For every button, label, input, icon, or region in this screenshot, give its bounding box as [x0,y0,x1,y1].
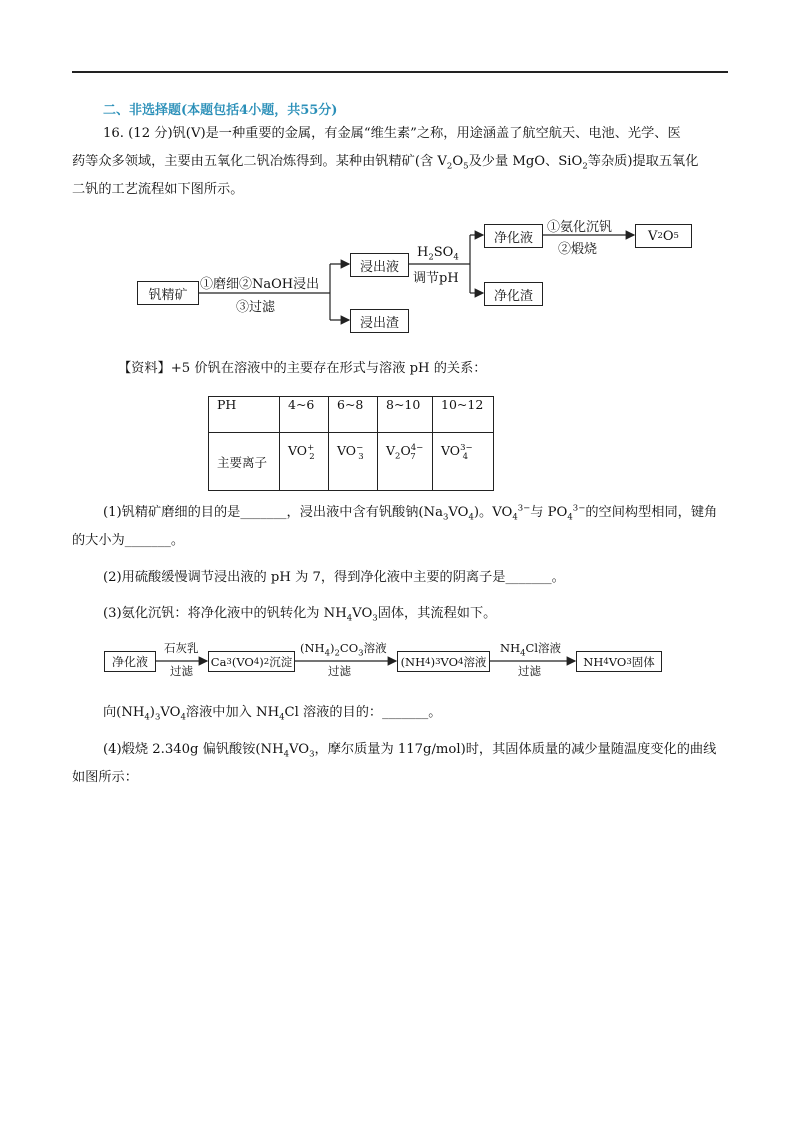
question-1-line1: (1)钒精矿磨细的目的是_______，浸出液中含有钒酸钠$(Na_3VO_4)$。$VO_4^{3-}$与 $PO_4^{3-}$的空间构型相同，键角 [103,503,718,523]
label-acid-bottom: 调节pH [413,271,459,286]
table-ion: $VO^+_2$ [280,433,329,491]
flow2-arrow2-top: $(NH_4)_2CO_3$溶液 [300,641,387,659]
table-ph-range: 8~10 [378,397,433,433]
flow2-box-ca-precipitate: Ca 3 (VO 4 ) 2 沉淀 [208,651,295,672]
box-purified-liquid: 净化液 [484,224,543,248]
flow2-box-nh4vo3-solid: NH 4 VO 3 固体 [576,651,662,672]
question-3-purpose: 向$(NH_4)_3VO_4$溶液中加入 $NH_4Cl$ 溶液的目的：_______。 [103,705,442,723]
section-title: 二、非选择题(本题包括4小题，共55分) [103,103,338,118]
question-4-line1: (4)煅烧 2.340g 偏钒酸铵($NH_4VO_3$，摩尔质量为 117g/mol)时，其固体质量的减少量随温度变化的曲线 [103,742,717,760]
question-3: (3)氨化沉钒：将净化液中的钒转化为 $NH_4VO_3$固体，其流程如下。 [103,606,497,624]
label-step2-top: ①氨化沉钒 [547,220,613,235]
table-ion: $VO^-_3$ [329,433,378,491]
box-product-v2o5: V 2 O 5 [635,224,692,248]
flow2-arrow2-bottom: 过滤 [328,664,351,678]
table-ion: $VO^{3-}_4$ [433,433,494,491]
question-16-line2: 药等众多领域，主要由五氧化二钒冶炼得到。某种由钒精矿(含 $V_2O_5$及少量 MgO、SiO$_2$等杂质)提取五氧化 [72,154,699,172]
table-ion-label: 主要离子 [209,433,280,491]
question-16-line1: 16. (12 分)钒(V)是一种重要的金属，有金属“维生素”之称，用途涵盖了航空航天、电池、光学、医 [103,126,681,141]
table-ion: $V_2O^{4-}_7$ [378,433,433,491]
label-step2-bottom: ②煅烧 [558,242,598,257]
flow2-arrow1-bottom: 过滤 [170,664,193,678]
table-ph-range: 10~12 [433,397,494,433]
question-1-line2: 的大小为_______。 [72,533,185,548]
table-ph-range: 6~8 [329,397,378,433]
flow2-arrow3-bottom: 过滤 [518,664,541,678]
flow2-arrow3-top: $NH_4Cl$溶液 [500,641,561,659]
flow2-box-ammonium-vanadate-solution: (NH 4 ) 3 VO 4 溶液 [397,651,490,672]
label-step1-top: ①磨细②NaOH浸出 [200,277,320,292]
box-purified-residue: 净化渣 [484,282,543,306]
table-ph-range: 4~6 [280,397,329,433]
box-leach-residue: 浸出渣 [350,309,409,333]
box-vanadium-ore: 钒精矿 [137,281,199,305]
question-16-line3: 二钒的工艺流程如下图所示。 [72,182,244,197]
info-label: 【资料】+5 价钒在溶液中的主要存在形式与溶液 pH 的关系： [118,361,487,376]
flow2-box-purified: 净化液 [104,651,156,672]
table-header-ph: PH [209,397,280,433]
flow2-arrow1-top: 石灰乳 [164,641,199,655]
question-4-line2: 如图所示： [72,770,138,785]
question-2: (2)用硫酸缓慢调节浸出液的 pH 为 7，得到净化液中主要的阴离子是_______。 [103,570,565,585]
label-step1-bottom: ③过滤 [236,300,276,315]
box-leach-liquid: 浸出液 [350,253,409,277]
label-acid-top: $H_2SO_4$ [417,245,459,263]
